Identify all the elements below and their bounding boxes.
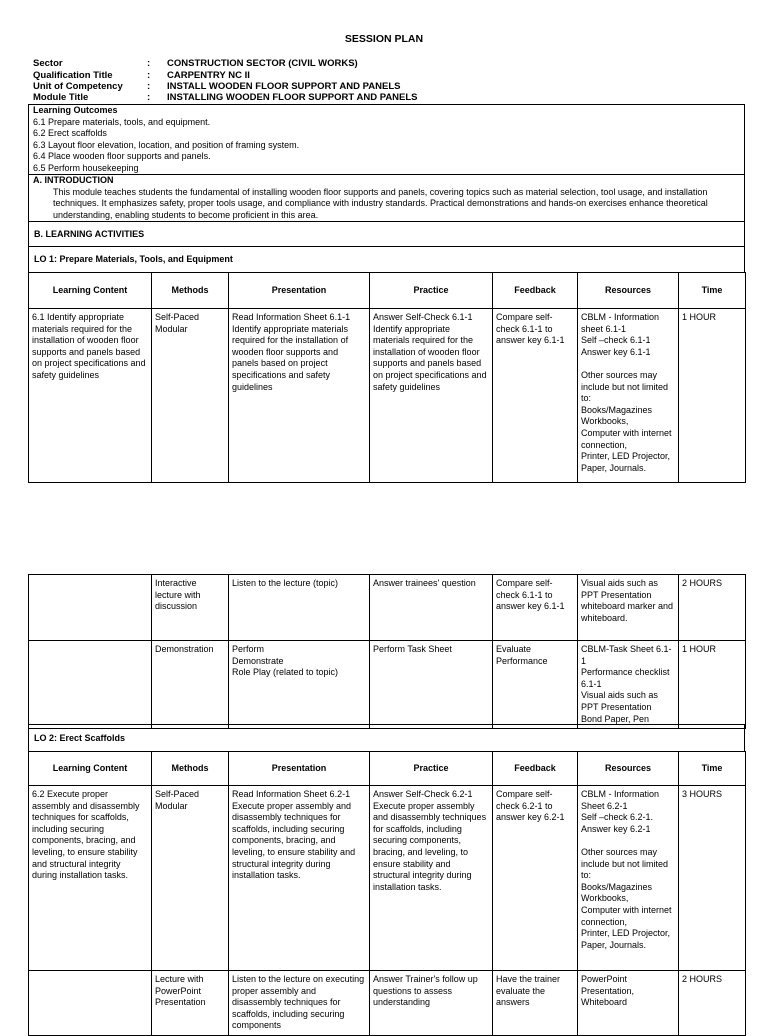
meta-key: Unit of Competency (33, 81, 123, 92)
presentation-cell: Perform Demonstrate Role Play (related to topic) (229, 641, 370, 729)
lo1-continued-table (28, 574, 746, 729)
resources-cell: CBLM - Information Sheet 6.2-1 Self –check 6.2-1. Answer key 6.2-1 Other sources may include but not limited to: Books/Magazines Workbooks, Computer with internet connection, Printer, LED Projector, Paper, Journals. (578, 786, 679, 971)
time-cell: 2 HOURS (679, 575, 746, 641)
meta-colon: : (147, 70, 151, 81)
meta-colon: : (147, 81, 151, 92)
column-header: Methods (152, 752, 229, 786)
feedback-cell: Compare self-check 6.1-1 to answer key 6.1-1 (493, 575, 578, 641)
meta-value: CONSTRUCTION SECTOR (CIVIL WORKS) (167, 58, 358, 69)
presentation-cell: Listen to the lecture (topic) (229, 575, 370, 641)
lo2-heading: LO 2: Erect Scaffolds (28, 724, 745, 752)
column-header: Learning Content (29, 752, 152, 786)
column-header: Practice (370, 273, 493, 309)
resources-cell: Visual aids such as PPT Presentation whiteboard marker and whiteboard. (578, 575, 679, 641)
outcome-item: 6.5 Perform housekeeping (33, 162, 139, 173)
table-row (29, 786, 746, 971)
time-cell: 1 HOUR (679, 641, 746, 729)
meta-key: Module Title (33, 92, 89, 103)
page-title: SESSION PLAN (344, 33, 424, 45)
learning-content-cell: 6.1 Identify appropriate materials required for the installation of wooden floor supports and panels based on project specifications and safety guidelines (29, 309, 152, 483)
introduction-heading: A. INTRODUCTION (33, 175, 114, 185)
learning-outcomes-heading: Learning Outcomes (33, 105, 118, 115)
column-header: Presentation (229, 752, 370, 786)
introduction-text: This module teaches students the fundamental of installing wooden floor supports and panels, covering topics such as material selection, tool usage, and installation techniques. It emphasizes safety, proper tools usage, and compliance with industry standards. Practical demonstrations and hands-on exercises enhance theoretical understanding, enabling students to become proficient in this area. (53, 186, 708, 220)
feedback-cell: Have the trainer evaluate the answers (493, 971, 578, 1036)
practice-cell: Answer Self-Check 6.1-1 Identify appropriate materials required for the installation of wooden floor supports and panels based on project specifications and safety guidelines (370, 309, 493, 483)
practice-cell: Answer Self-Check 6.2-1 Execute proper assembly and disassembly techniques for scaffolds, including securing components, bracing, and leveling, to ensure stability and structural integrity during installation tasks. (370, 786, 493, 971)
table-header-row (29, 273, 746, 309)
presentation-cell: Read Information Sheet 6.1-1 Identify appropriate materials required for the installation of wooden floor supports and panels based on project specifications and safety guidelines (229, 309, 370, 483)
meta-key: Qualification Title (33, 70, 113, 81)
resources-cell: CBLM - Information sheet 6.1-1 Self –check 6.1-1 Answer key 6.1-1 Other sources may include but not limited to: Books/Magazines Workbooks, Computer with internet connection, Printer, LED Projector, Paper, Journals. (578, 309, 679, 483)
practice-cell: Perform Task Sheet (370, 641, 493, 729)
learning-content-cell: 6.2 Execute proper assembly and disassembly techniques for scaffolds, including securing components, bracing, and leveling, to ensure stability and structural integrity during installation tasks. (29, 786, 152, 971)
feedback-cell: Compare self-check 6.2-1 to answer key 6.2-1 (493, 786, 578, 971)
meta-key: Sector (33, 58, 63, 69)
outcome-item: 6.3 Layout floor elevation, location, and position of framing system. (33, 139, 300, 150)
table-row (29, 971, 746, 1036)
methods-cell: Self-Paced Modular (152, 786, 229, 971)
feedback-cell: Compare self-check 6.1-1 to answer key 6.1-1 (493, 309, 578, 483)
lo2-table (28, 751, 746, 1036)
methods-cell: Demonstration (152, 641, 229, 729)
practice-cell: Answer Trainer's follow up questions to assess understanding (370, 971, 493, 1036)
column-header: Methods (152, 273, 229, 309)
time-cell: 2 HOURS (679, 971, 746, 1036)
meta-value: CARPENTRY NC II (167, 70, 250, 81)
learning-content-cell (29, 641, 152, 729)
presentation-cell: Read Information Sheet 6.2-1 Execute proper assembly and disassembly techniques for scaffolds, including securing components, bracing, and leveling, to ensure stability and structural integrity during installation tasks. (229, 786, 370, 971)
introduction-box (28, 174, 745, 222)
table-row (29, 309, 746, 483)
methods-cell: Lecture with PowerPoint Presentation (152, 971, 229, 1036)
resources-cell: CBLM-Task Sheet 6.1-1 Performance checklist 6.1-1 Visual aids such as PPT Presentation Bond Paper, Pen (578, 641, 679, 729)
learning-content-cell (29, 575, 152, 641)
outcome-item: 6.1 Prepare materials, tools, and equipment. (33, 116, 211, 127)
time-cell: 1 HOUR (679, 309, 746, 483)
table-row (29, 641, 746, 729)
outcome-item: 6.4 Place wooden floor supports and panels. (33, 151, 211, 161)
resources-cell: PowerPoint Presentation, Whiteboard (578, 971, 679, 1036)
column-header: Time (679, 273, 746, 309)
column-header: Resources (578, 273, 679, 309)
column-header: Feedback (493, 273, 578, 309)
learning-content-cell (29, 971, 152, 1036)
column-header: Practice (370, 752, 493, 786)
outcome-item: 6.2 Erect scaffolds (33, 128, 107, 138)
feedback-cell: Evaluate Performance (493, 641, 578, 729)
lo1-heading: LO 1: Prepare Materials, Tools, and Equipment (28, 246, 745, 273)
meta-value: INSTALLING WOODEN FLOOR SUPPORT AND PANELS (167, 92, 418, 103)
learning-outcomes-box (28, 104, 745, 175)
column-header: Presentation (229, 273, 370, 309)
column-header: Feedback (493, 752, 578, 786)
meta-colon: : (147, 92, 151, 103)
methods-cell: Interactive lecture with discussion (152, 575, 229, 641)
column-header: Learning Content (29, 273, 152, 309)
meta-colon: : (147, 58, 151, 69)
column-header: Resources (578, 752, 679, 786)
time-cell: 3 HOURS (679, 786, 746, 971)
presentation-cell: Listen to the lecture on executing proper assembly and disassembly techniques for scaffolds, including securing components (229, 971, 370, 1036)
methods-cell: Self-Paced Modular (152, 309, 229, 483)
column-header: Time (679, 752, 746, 786)
meta-value: INSTALL WOODEN FLOOR SUPPORT AND PANELS (167, 81, 401, 92)
practice-cell: Answer trainees' question (370, 575, 493, 641)
lo1-table (28, 272, 746, 483)
table-header-row (29, 752, 746, 786)
table-row (29, 575, 746, 641)
learning-activities-heading: B. LEARNING ACTIVITIES (28, 221, 745, 247)
